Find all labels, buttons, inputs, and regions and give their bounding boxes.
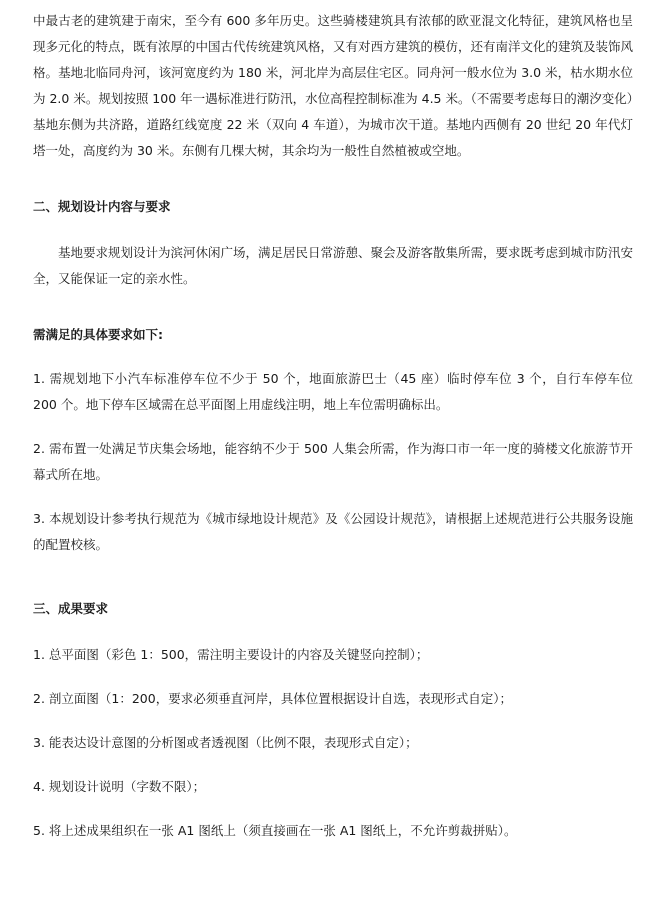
- intro-paragraph: 中最古老的建筑建于南宋，至今有 600 多年历史。这些骑楼建筑具有浓郁的欧亚混文化特征，建筑风格也呈现多元化的特点，既有浓厚的中国古代传统建筑风格，又有对西方建筑的模仿，还有南洋文化的建筑及装饰风格。基地北临同舟河，该河宽度约为 180 米，河北岸为高层住宅区。同舟河一般水位为 3.0 米，枯水期水位为 2.0 米。规划按照 100 年一遇标准进行防汛，水位高程控制标准为 4.5 米。（不需要考虑每日的潮汐变化）基地东侧为共济路，道路红线宽度 22 米（双向 4 车道），为城市次干道。基地内西侧有 20 世纪 20 年代灯塔一处，高度约为 30 米。东侧有几棵大树，其余均为一般性自然植被或空地。: [33, 13, 634, 158]
- deliverable-item-site-plan: 1. 总平面图（彩色 1：500，需注明主要设计的内容及关键竖向控制）；: [33, 647, 429, 662]
- deliverable-item-design-statement: 4. 规划设计说明（字数不限）；: [33, 779, 206, 794]
- document-page: [33, 8, 633, 862]
- requirement-item-design-codes: 3. 本规划设计参考执行规范为《城市绿地设计规范》及《公园设计规范》，请根据上述规范进行公共服务设施的配置校核。: [33, 511, 633, 552]
- deliverable-item-a1-sheet: 5. 将上述成果组织在一张 A1 图纸上（须直接画在一张 A1 图纸上，不允许剪裁拼贴）。: [33, 823, 517, 838]
- deliverable-item-section-elevation: 2. 剖立面图（1：200，要求必须垂直河岸，具体位置根据设计自选，表现形式自定）；: [33, 691, 512, 706]
- section-title-planning-content: 二、规划设计内容与要求: [33, 199, 171, 214]
- deliverable-item-analysis-drawings: 3. 能表达设计意图的分析图或者透视图（比例不限，表现形式自定）；: [33, 735, 418, 750]
- planning-requirement-paragraph: 基地要求规划设计为滨河休闲广场，满足居民日常游憩、聚会及游客散集所需，要求既考虑到城市防汛安全，又能保证一定的亲水性。: [33, 245, 634, 286]
- requirement-item-gathering-space: 2. 需布置一处满足节庆集会场地，能容纳不少于 500 人集会所需，作为海口市一年一度的骑楼文化旅游节开幕式所在地。: [33, 441, 633, 482]
- specific-requirements-heading: 需满足的具体要求如下:: [33, 327, 163, 342]
- section-title-deliverables: 三、成果要求: [33, 601, 109, 616]
- requirement-item-parking: 1. 需规划地下小汽车标准停车位不少于 50 个，地面旅游巴士（45 座）临时停车位 3 个，自行车停车位 200 个。地下停车区域需在总平面图上用虚线注明，地上车位需明确标出。: [33, 371, 633, 412]
